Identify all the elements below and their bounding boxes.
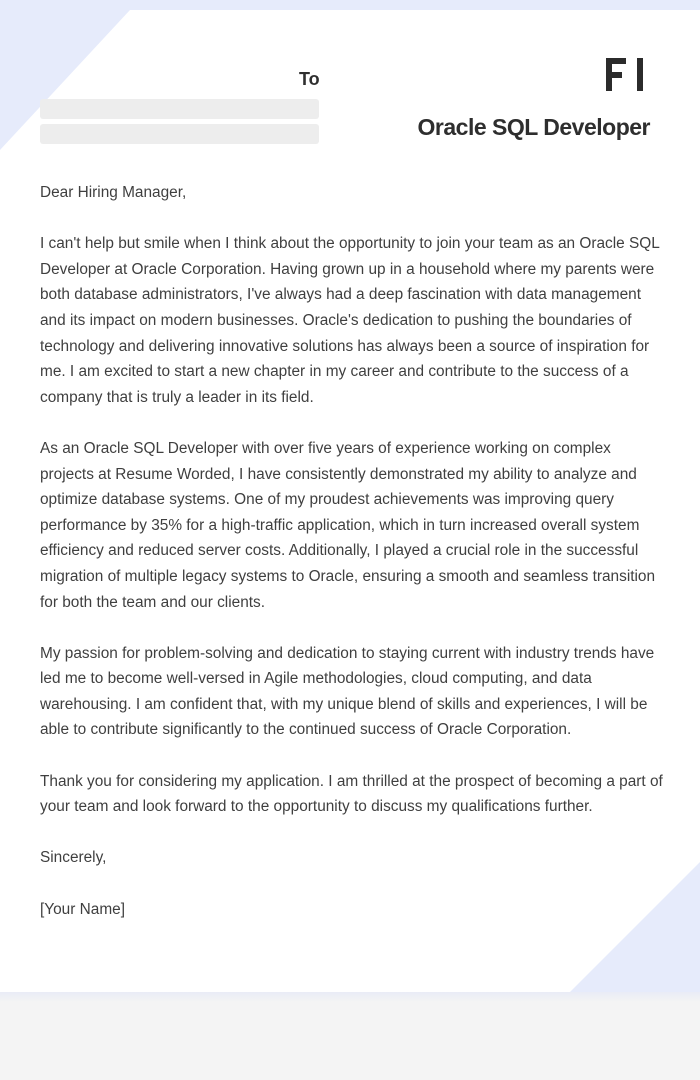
letter-paragraph: I can't help but smile when I think about the opportunity to join your team as an Oracle SQL Developer at Oracle Corporation. Having grown up in a household where my parents were both database administrators, I've always had a deep fascination with data management and its impact on modern businesses. Oracle's dedication to pushing the boundaries of technology and delivering innovative solutions has always been a source of inspiration for me. I am excited to start a new chapter in my career and contribute to the success of a company that is truly a leader in its field. (40, 235, 660, 406)
page-shadow (0, 992, 700, 1002)
recipient-placeholder-line (40, 99, 319, 119)
brand-logo-icon (606, 58, 646, 94)
letter-paragraph: My passion for problem-solving and dedication to staying current with industry trends have led me to become well-versed in Agile methodologies, cloud computing, and data warehousing. I am confident that, with my unique blend of skills and experiences, I will be able to contribute significantly to the continued success of Oracle Corporation. (40, 644, 655, 739)
closing: Sincerely, (40, 849, 107, 867)
recipient-placeholder-line (40, 124, 319, 144)
letter-sheet (0, 10, 700, 992)
signature: [Your Name] (40, 900, 125, 918)
letter-paragraph: As an Oracle SQL Developer with over five years of experience working on complex projects at Resume Worded, I have consistently demonstrated my ability to analyze and optimize database systems. One of my proudest achievements was improving query performance by 35% for a high-traffic application, which in turn increased overall system efficiency and reduced server costs. Additionally, I played a crucial role in the successful migration of multiple legacy systems to Oracle, ensuring a smooth and seamless transition for both the team and our clients. (40, 439, 656, 611)
job-title: Oracle SQL Developer (417, 114, 650, 140)
to-label: To (299, 69, 320, 89)
letter-body (40, 180, 665, 948)
greeting: Dear Hiring Manager, (40, 184, 187, 201)
letter-paragraph: Thank you for considering my application. I am thrilled at the prospect of becoming a part of your team and look forward to the opportunity to discuss my qualifications further. (40, 772, 663, 816)
